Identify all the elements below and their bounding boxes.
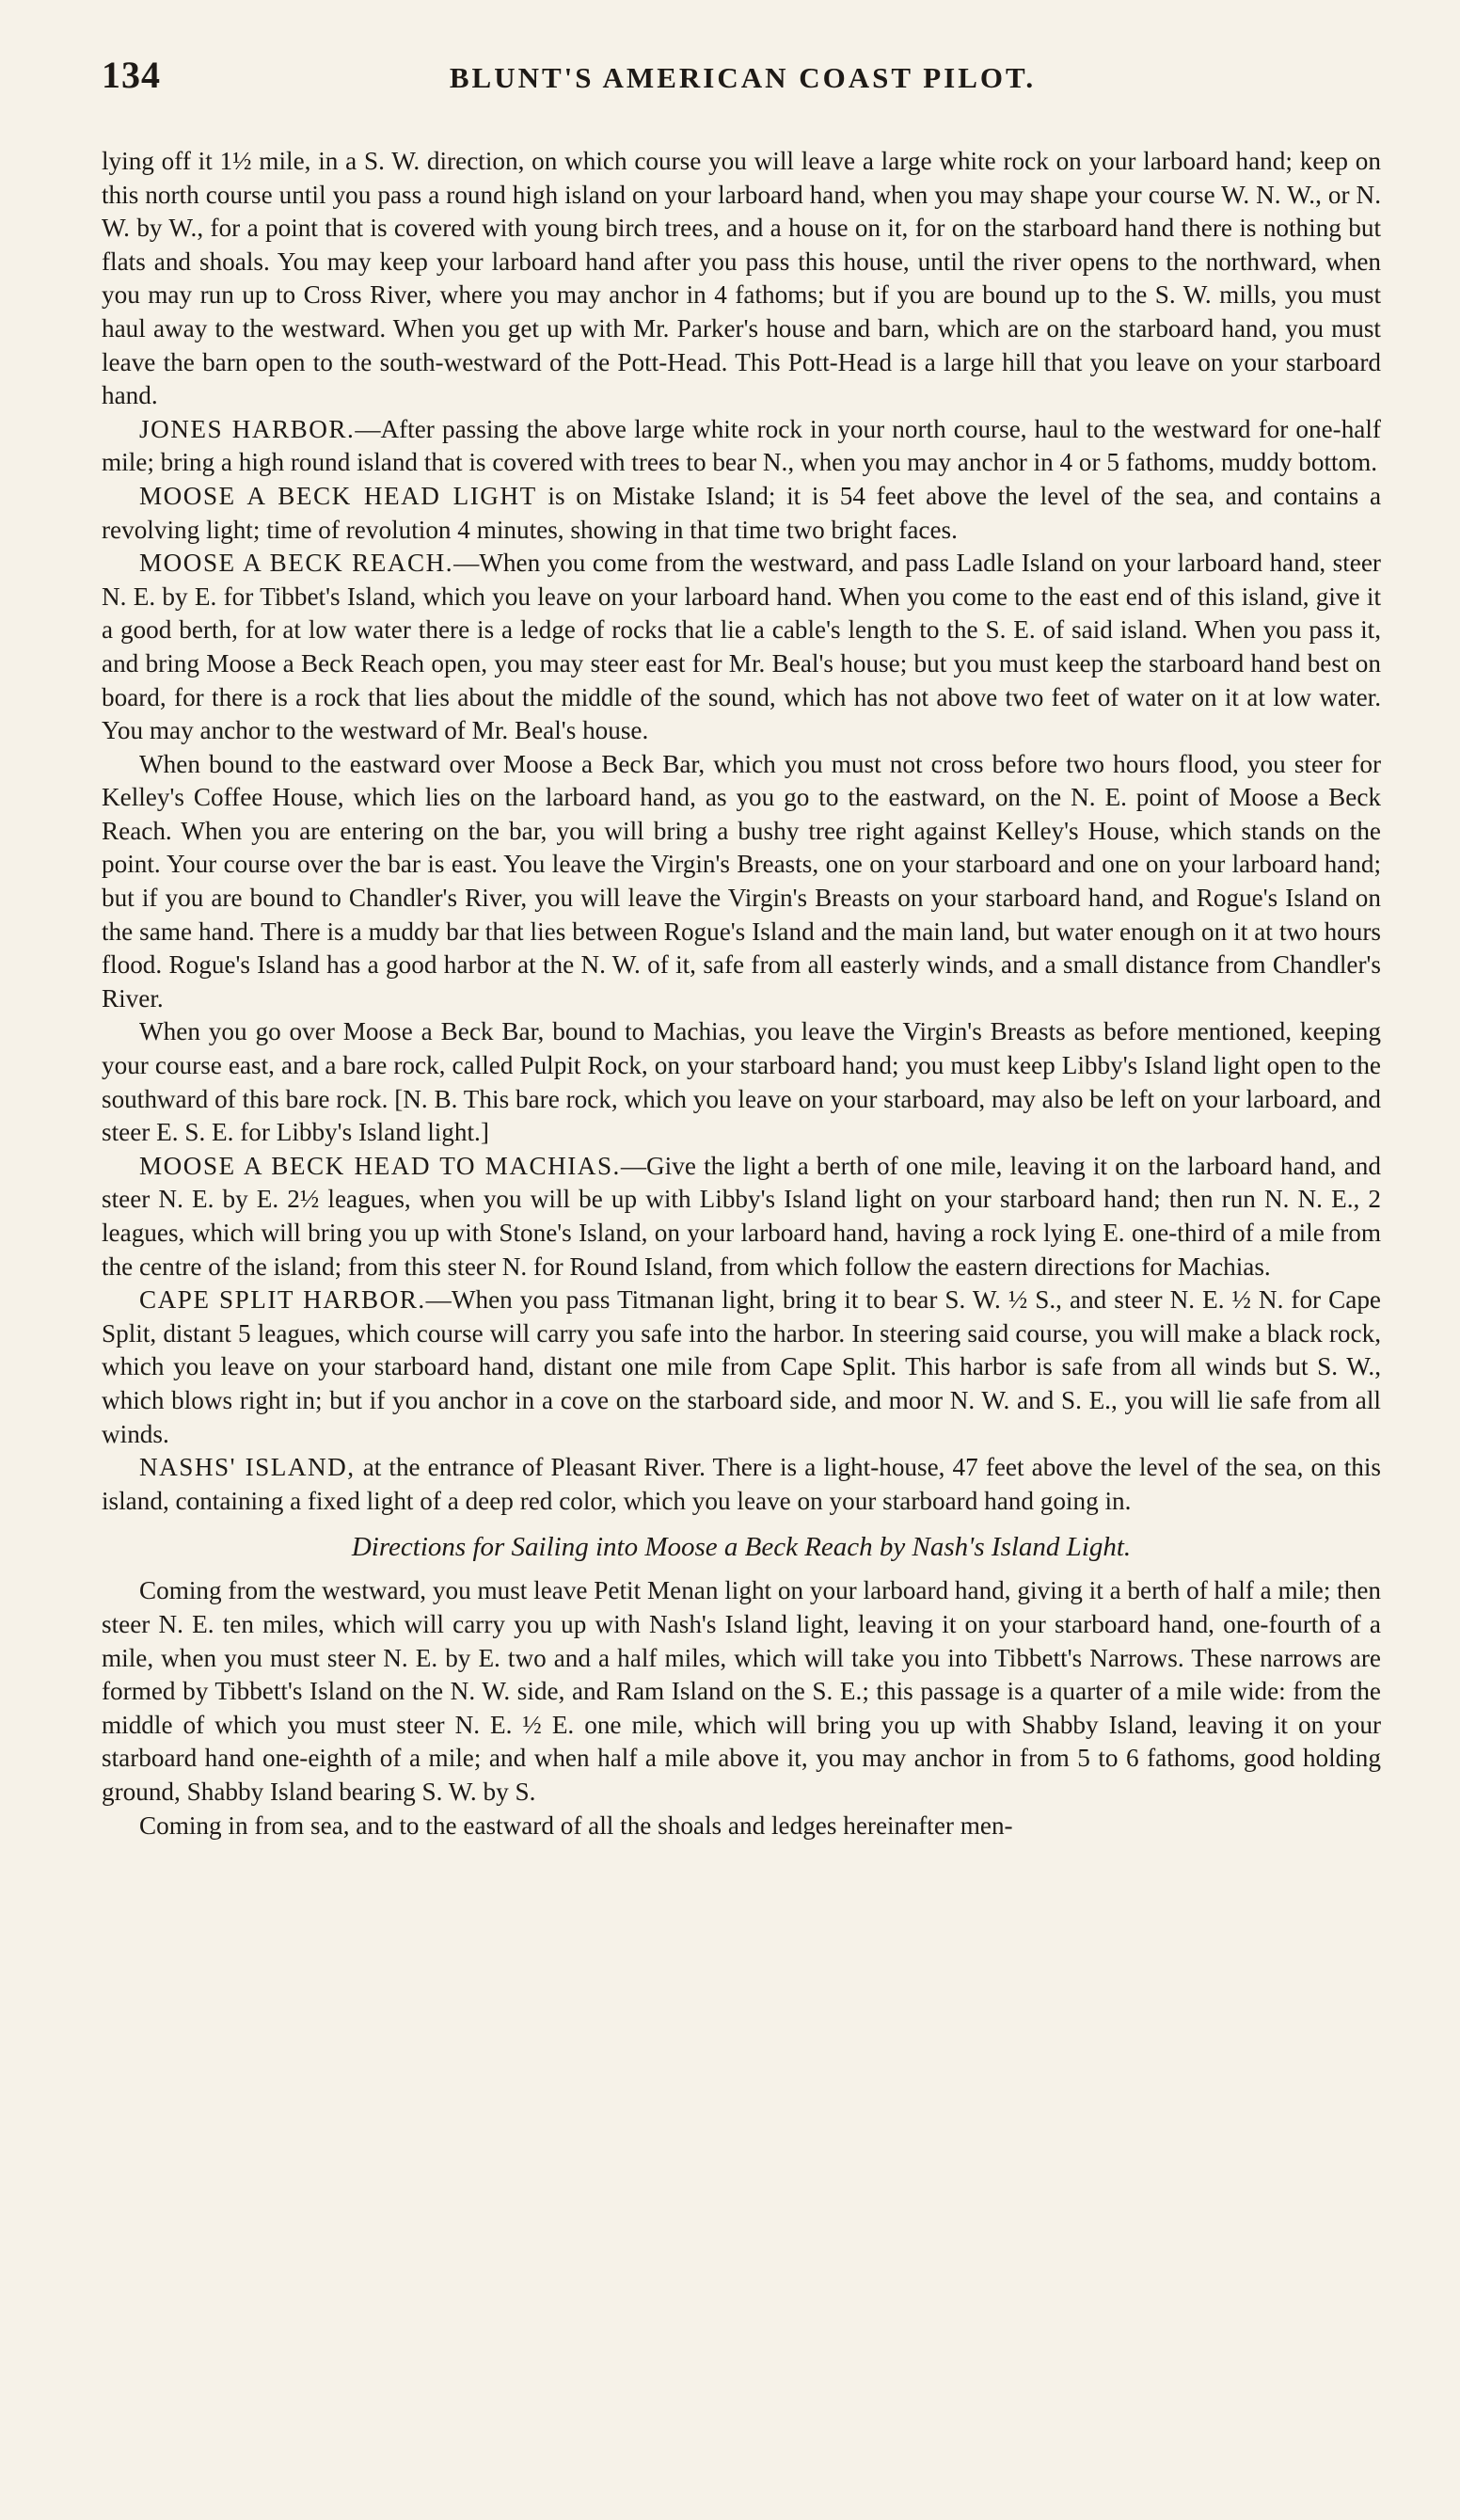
paragraph-moose-a-beck-reach xyxy=(102,547,1381,748)
paragraph-text: When you go over Moose a Beck Bar, bound to Machias, you leave the Virgin's Breasts as before mentioned, keeping your course east, and a bare rock, called Pulpit Rock, on your starboard hand; you must keep Libby's Island light open to the southward of this bare rock. [N. B. This bare rock, which you leave on your starboard, may also be left on your larboard, and steer E. S. E. for Libby's Island light.] xyxy=(102,1017,1381,1147)
paragraph-lead: MOOSE A BECK REACH. xyxy=(139,549,454,578)
section-heading: Directions for Sailing into Moose a Beck Reach by Nash's Island Light. xyxy=(351,1532,1132,1563)
paragraph-text: —When you pass Titmanan light, bring it to bear S. W. ½ S., and steer N. E. ½ N. for Cape Split, distant 5 leagues, which course will carry you safe into the harbor. In steering said course, you will make a black rock, which you leave on your starboard hand, distant one mile from Cape Split. This harbor is safe from all winds but S. W., which blows right in; but if you anchor in a cove on the starboard side, and moor N. W. and S. E., you will lie safe from all winds. xyxy=(102,1285,1381,1448)
paragraph-text: —Give the light a berth of one mile, leaving it on the larboard hand, and steer N. E. by E. 2½ leagues, when you will be up with Libby's Island light on your starboard hand; then run N. N. E., 2 leagues, which will bring you up with Stone's Island, on your larboard hand, having a rock lying E. one-third of a mile from the centre of the island; from this steer N. for Round Island, from which follow the eastern directions for Machias. xyxy=(102,1151,1381,1281)
paragraph-text: Coming in from sea, and to the eastward of all the shoals and ledges hereinafter men- xyxy=(139,1810,1013,1840)
paragraph-moose-a-beck-head-light xyxy=(102,480,1381,547)
paragraph-bound-to-machias xyxy=(102,1015,1381,1149)
paragraph-text: is on Mistake Island; it is 54 feet above the level of the sea, and contains a revolving light; time of revolution 4 minutes, showing in that time two bright faces. xyxy=(102,481,1382,544)
paragraph-lead: MOOSE A BECK HEAD LIGHT xyxy=(139,481,537,510)
paragraph-text: lying off it 1½ mile, in a S. W. direction, on which course you will leave a large white rock on your larboard hand; keep on this north course until you pass a round high island on your larboard hand, when you may shape your course W. N. W., or N. W. by W., for a point that is covered with young birch trees, and a house on it, for on the starboard hand there is nothing but flats and shoals. You may keep your larboard hand after you pass this house, until the river opens to the northward, when you may run up to Cross River, where you may anchor in 4 fathoms; but if you are bound up to the S. W. mills, you must haul away to the westward. When you get up with Mr. Parker's house and barn, which are on the starboard hand, you must leave the barn open to the south-westward of the Pott-Head. This Pott-Head is a large hill that you leave on your starboard hand. xyxy=(102,147,1381,410)
paragraph-coming-from-westward xyxy=(102,1574,1381,1809)
paragraph-cape-split-harbor xyxy=(102,1284,1381,1451)
paragraph-text: —When you come from the westward, and pass Ladle Island on your larboard hand, steer N. E. by E. for Tibbet's Island, which you leave on your larboard hand. When you come to the east end of this island, give it a good berth, for at low water there is a ledge of rocks that lie a cable's length to the S. E. of said island. When you pass it, and bring Moose a Beck Reach open, you may steer east for Mr. Beal's house; but you must keep the starboard hand best on board, for there is a rock that lies about the middle of the sound, which has not above two feet of water on it at low water. You may anchor to the westward of Mr. Beal's house. xyxy=(102,549,1381,745)
paragraph-lead: MOOSE A BECK HEAD TO MACHIAS. xyxy=(139,1151,621,1180)
paragraph-lead: NASHS' ISLAND, xyxy=(139,1453,356,1482)
paragraph-nashs-island xyxy=(102,1451,1381,1518)
paragraph-text: —After passing the above large white rock in your north course, haul to the westward for one-half mile; bring a high round island that is covered with trees to bear N., when you may anchor in 4 or 5 fathoms, muddy bottom. xyxy=(102,414,1381,477)
body-text xyxy=(102,145,1381,1842)
paragraph-continuation xyxy=(102,145,1381,413)
paragraph-eastward-over-bar xyxy=(102,748,1381,1016)
paragraph-head-to-machias xyxy=(102,1150,1381,1284)
page-header xyxy=(102,53,1381,109)
paragraph-text: at the entrance of Pleasant River. There is a light-house, 47 feet above the level of the sea, on this island, containing a fixed light of a deep red color, which you leave on your starboard hand going in. xyxy=(102,1453,1381,1515)
paragraph-jones-harbor xyxy=(102,413,1381,480)
paragraph-coming-from-sea xyxy=(102,1810,1381,1843)
paragraph-lead: CAPE SPLIT HARBOR. xyxy=(139,1285,426,1315)
paragraph-text: Coming from the westward, you must leave Petit Menan light on your larboard hand, giving it a berth of half a mile; then steer N. E. ten miles, which will carry you up with Nash's Island light, leaving it on your starboard hand, one-fourth of a mile, when you must steer N. E. by E. two and a half miles, which will take you into Tibbett's Narrows. These narrows are formed by Tibbett's Island on the N. W. side, and Ram Island on the S. E.; this passage is a quarter of a mile wide: from the middle of which you must steer N. E. ½ E. one mile, which will bring you up with Shabby Island, leaving it on your starboard hand one-eighth of a mile; and when half a mile above it, you may anchor in from 5 to 6 fathoms, good holding ground, Shabby Island bearing S. W. by S. xyxy=(102,1576,1381,1806)
paragraph-text: When bound to the eastward over Moose a Beck Bar, which you must not cross before two hours flood, you steer for Kelley's Coffee House, which lies on the larboard hand, as you go to the eastward, on the N. E. point of Moose a Beck Reach. When you are entering on the bar, you will bring a bushy tree right against Kelley's House, which stands on the point. Your course over the bar is east. You leave the Virgin's Breasts, one on your starboard and one on your larboard hand; but if you are bound to Chandler's River, you will leave the Virgin's Breasts on your starboard hand, and Rogue's Island on the same hand. There is a muddy bar that lies between Rogue's Island and the main land, but water enough on it at two hours flood. Rogue's Island has a good harbor at the N. W. of it, safe from all easterly winds, and a small distance from Chandler's River. xyxy=(102,749,1381,1013)
book-page xyxy=(102,53,1381,1842)
paragraph-lead: JONES HARBOR. xyxy=(139,414,356,443)
running-title: BLUNT'S AMERICAN COAST PILOT. xyxy=(449,61,1037,94)
page-number: 134 xyxy=(102,54,161,96)
